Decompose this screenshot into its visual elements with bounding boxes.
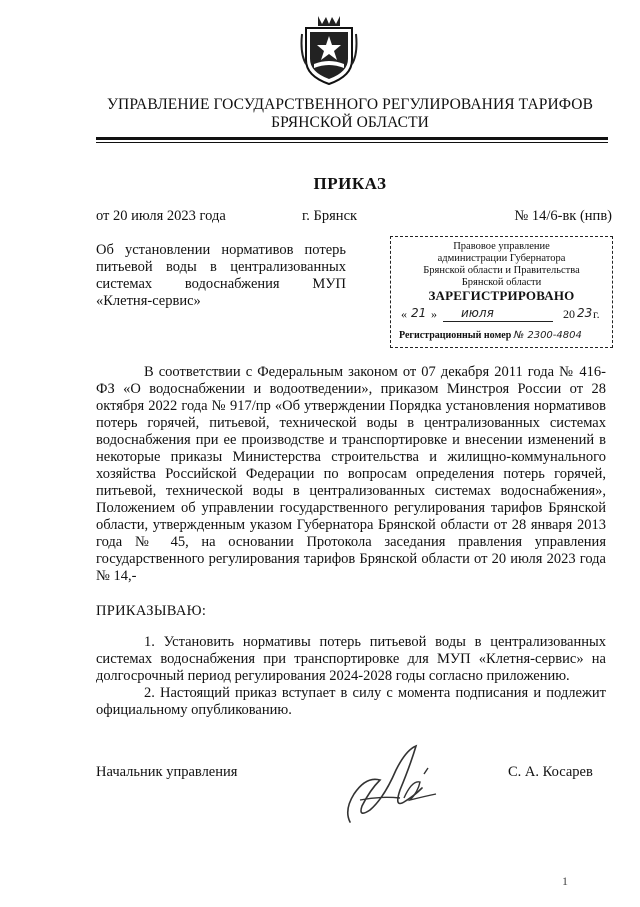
registration-stamp [390, 236, 613, 348]
header-rule-thin [96, 142, 608, 143]
stamp-authority-line: Правовое управление [453, 241, 550, 252]
stamp-registered-label: ЗАРЕГИСТРИРОВАНО [428, 288, 575, 303]
stamp-date-day: 21 [411, 306, 427, 320]
stamp-registration-number [399, 330, 582, 341]
stamp-authority [391, 241, 612, 289]
subject-line: питьевой воды в централизованных [96, 259, 346, 275]
document-title: ПРИКАЗ [313, 174, 387, 193]
signatory-name: С. А. Косарев [508, 764, 593, 780]
stamp-reg-value: № 2300-4804 [513, 330, 582, 341]
organization-name-line1: УПРАВЛЕНИЕ ГОСУДАРСТВЕННОГО РЕГУЛИРОВАНИЯ ТАРИФОВ [106, 96, 594, 113]
body-paragraph: В соответствии с Федеральным законом от 07 декабря 2011 года № 416-ФЗ «О водоснабжении и водоотведении», приказом Минстроя России от 28 октября 2022 года № 917/пр «Об утверждении Порядка установления нормативов потерь горячей, питьевой, технической воды в централизованных системах водоснабжения при ее производстве и транспортировке и внесении изменений в некоторые приказы Министерства строительства и жилищно-коммунального хозяйства Российской Федерации по вопросам определения потерь горячей, питьевой, технической воды в централизованных системах водоснабжения», Положением об управлении государственного регулирования тарифов Брянской области, утвержденным указом Губернатора Брянской области от 28 января 2013 года № 45, на основании Протокола заседания правления управления государственного регулирования тарифов Брянской области от 20 июля 2023 года № 14,- [96, 364, 606, 584]
stamp-date-year-suffix: 23 [577, 306, 593, 320]
organization-name-line2: БРЯНСКОЙ ОБЛАСТИ [271, 114, 429, 131]
order-word: ПРИКАЗЫВАЮ: [96, 603, 207, 619]
stamp-authority-line: Брянской области [461, 277, 542, 288]
document-city: г. Брянск [302, 208, 358, 224]
document-body [96, 364, 606, 585]
coat-of-arms-emblem [300, 14, 358, 86]
signatory-position: Начальник управления [96, 764, 238, 780]
stamp-date-year-prefix: 20 [563, 307, 575, 321]
document-subject [96, 242, 346, 310]
stamp-authority-line: Брянской области и Правительства [423, 265, 580, 276]
document-number: № 14/6-вк (нпв) [514, 208, 612, 224]
order-items [96, 634, 606, 719]
page-mark: 1 [562, 874, 568, 888]
stamp-date-month: июля [461, 306, 494, 320]
stamp-date: « 21 » июля 20 23 г. [401, 306, 600, 321]
order-item: 2. Настоящий приказ вступает в силу с момента подписания и подлежит официальному опубликованию. [96, 685, 606, 718]
stamp-date-year-unit: г. [593, 307, 600, 321]
stamp-authority-line: администрации Губернатора [437, 253, 566, 264]
handwritten-signature [340, 740, 450, 830]
stamp-reg-label: Регистрационный номер [399, 330, 512, 341]
document-date: от 20 июля 2023 года [96, 208, 226, 224]
header-rule-thick [96, 137, 608, 140]
subject-line: Об установлении нормативов потерь [96, 242, 346, 258]
subject-line: системах водоснабжения МУП [96, 276, 346, 292]
subject-line: «Клетня-сервис» [96, 293, 201, 309]
order-item: 1. Установить нормативы потерь питьевой воды в централизованных системах водоснабжения при транспортировке для МУП «Клетня-сервис» на долгосрочный период регулирования 2024-2028 годы согласно приложению. [96, 634, 606, 684]
